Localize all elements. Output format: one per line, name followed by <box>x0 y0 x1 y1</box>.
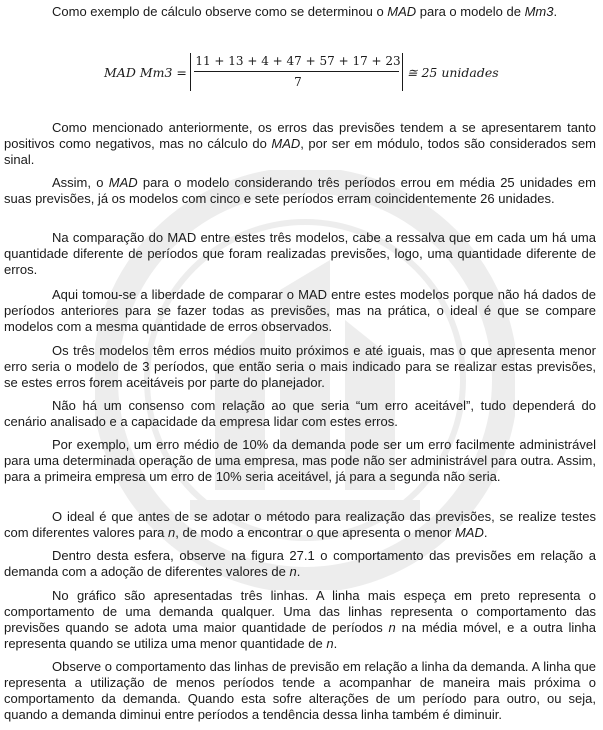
paragraph-11: Observe o comportamento das linhas de previsão em relação a linha da demanda. A linha que representa a utilização de menos períodos tende a acompanhar de maneira mais próxima o comportamento da demanda. Quando esta sofre alterações de um período para outro, ou seja, quando a demanda diminui entre períodos a tendência dessa linha também é diminuir. <box>4 659 596 722</box>
paragraph-1: Como mencionado anteriormente, os erros das previsões tendem a se apresentarem tanto positivos como negativos, mas no cálculo do MAD, por ser em módulo, todos são considerados sem sinal. <box>4 120 597 167</box>
mad-formula <box>104 50 524 94</box>
paragraph-7: Por exemplo, um erro médio de 10% da demanda pode ser um erro facilmente administrável para uma determinada operação de uma empresa, mas pode não ser administrável para outra. Assim, para a primeira empresa um erro de 10% seria aceitável, já para a segunda não seria. <box>4 437 596 484</box>
formula-numerator: 11 + 13 + 4 + 47 + 57 + 17 + 23 <box>195 54 401 68</box>
paragraph-8: O ideal é que antes de se adotar o método para realização das previsões, se realize testes com diferentes valores para n, de modo a encontrar o que apresenta o menor MAD. <box>4 509 596 540</box>
formula-rhs: ≅ 25 unidades <box>407 65 499 80</box>
intro-paragraph: Como exemplo de cálculo observe como se determinou o MAD para o modelo de Mm3. <box>52 4 558 19</box>
paragraph-9: Dentro desta esfera, observe na figura 27.1 o comportamento das previsões em relação a demanda com a adoção de diferentes valores de n. <box>4 548 596 579</box>
paragraph-5: Os três modelos têm erros médios muito próximos e até iguais, mas o que apresenta menor erro seria o modelo de 3 períodos, que então seria o mais indicado para se realizar estas previsões, se estes erros forem aceitáveis por parte do planejador. <box>4 343 596 390</box>
paragraph-10: No gráfico são apresentadas três linhas. A linha mais espeça em preto representa o comportamento de uma demanda qualquer. Uma das linhas representa o comportamento das previsões quando se adota uma maior quantidade de períodos n na média móvel, e a outra linha representa quando se utiliza uma menor quantidade de n. <box>4 588 596 651</box>
paragraph-6: Não há um consenso com relação ao que seria “um erro aceitável”, tudo dependerá do cenário analisado e a capacidade da empresa lidar com estes erros. <box>4 398 596 429</box>
abs-bar-left <box>190 53 191 91</box>
paragraph-4: Aqui tomou-se a liberdade de comparar o MAD entre estes modelos porque não há dados de períodos anteriores para se fazer todas as previsões, mas na prática, o ideal é que se compare modelos com a mesma quantidade de erros observados. <box>4 287 596 334</box>
abs-bar-right <box>402 53 403 91</box>
paragraph-2: Assim, o MAD para o modelo considerando três períodos errou em média 25 unidades em suas previsões, já os modelos com cinco e sete períodos erram coincidentemente 26 unidades. <box>4 175 596 206</box>
paragraph-3: Na comparação do MAD entre estes três modelos, cabe a ressalva que em cada um há uma quantidade diferente de períodos que foram realizadas previsões, logo, uma quantidade diferente de erros. <box>4 230 596 277</box>
formula-denominator: 7 <box>294 75 302 89</box>
fraction-line <box>194 71 399 72</box>
formula-lhs: MAD Mm3 = <box>104 65 187 80</box>
